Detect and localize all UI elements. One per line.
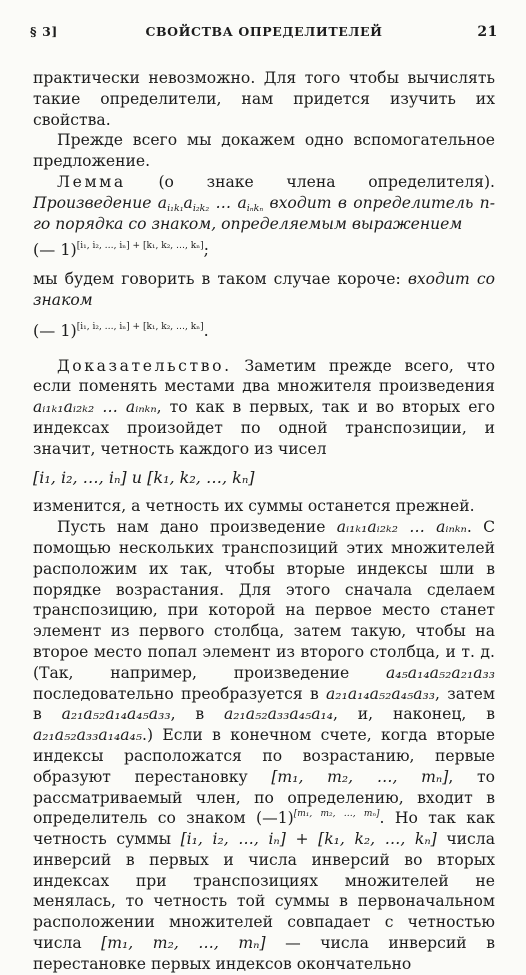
paragraph-preface: Прежде всего мы докажем одно вспомогательное предложение. <box>33 131 495 171</box>
lemma-label: Лемма <box>57 172 126 191</box>
proof-label: Доказательство. <box>57 356 232 375</box>
page-number: 21 <box>477 24 498 40</box>
formula-index-sets: [i₁, i₂, …, iₙ] и [k₁, k₂, …, kₙ] <box>33 467 255 487</box>
lemma-statement <box>33 172 495 234</box>
paragraph-reordering: Пусть нам дано произведение aᵢ₁ₖ₁aᵢ₂ₖ₂ … aᵢₙₖₙ. С помощью нескольких транспозиций этих множителей расположим их так, чтобы вторые индексы шли в порядке возрастания. Для этого сначала сделаем транспозицию, при которой на первое место станет элемент из первого столбца, затем такую, чтобы на второе место попал элемент из второго столбца, и т. д. (Так, например, произведение a₄₅a₁₄a₅₂a₂₁a₃₃ последовательно преобразуется в a₂₁a₁₄a₅₂a₄₅a₃₃, затем в a₂₁a₅₂a₁₄a₄₅a₃₃, в a₂₁a₅₂a₃₃a₄₅a₁₄, и, наконец, в a₂₁a₅₂a₃₃a₁₄a₄₅.) Если в конечном счете, когда вторые индексы расположатся по возрастанию, первые образуют перестановку [m₁, m₂, …, mₙ], то рассматриваемый член, по определению, входит в определитель со знаком (—1)[m₁, m₂, …, mₙ]. Но так как четность суммы [i₁, i₂, …, iₙ] + [k₁, k₂, …, kₙ] числа инверсий в первых и числа инверсий во вторых индексах при транспозициях множителей не менялась, то четность той суммы в первоначальном расположении множителей совпадает с четностью числа [m₁, m₂, …, mₙ] — числа инверсий в перестановке первых индексов окончательно <box>33 518 496 973</box>
lemma-parenthetical: (о знаке члена определителя). <box>125 172 495 191</box>
section-mark: § 3] <box>30 24 58 39</box>
formula-sign-1: (— 1)[i₁, i₂, …, iₙ] + [k₁, k₂, …, kₙ]; <box>33 240 209 260</box>
proof-product: aᵢ₁ₖ₁aᵢ₂ₖ₂ … aᵢₙₖₙ <box>33 398 157 417</box>
lemma-text-b: входит в определитель n-го порядка со знаком, определяемым выражением <box>33 193 495 233</box>
paragraph-shorthand: мы будем говорить в таком случае короче: входит со знаком <box>33 270 495 309</box>
formula-sign-2: (— 1)[i₁, i₂, …, iₙ] + [k₁, k₂, …, kₙ]. <box>33 320 209 340</box>
proof-paragraph: Доказательство. Заметим прежде всего, что если поменять местами два множителя произведения aᵢ₁ₖ₁aᵢ₂ₖ₂ … aᵢₙₖₙ, то как в первых, так и во вторых его индексах произойдет по одной транспозиции, и значит, четность каждого из чисел <box>33 356 495 458</box>
page-body <box>33 68 495 975</box>
running-header <box>30 24 498 44</box>
chapter-title: СВОЙСТВА ОПРЕДЕЛИТЕЛЕЙ <box>145 24 383 39</box>
paragraph-intro: практически невозможно. Для того чтобы вычислять такие определители, нам придется изучить их свойства. <box>33 69 495 129</box>
lemma-product: $a_{i_1k_1}a_{i_2k_2}$ … $a_{i_nk_n}$ <box>157 193 264 214</box>
paragraph-parity: изменится, а четность их суммы останется прежней. <box>33 497 475 516</box>
lemma-text-a: Произведение <box>33 193 158 212</box>
